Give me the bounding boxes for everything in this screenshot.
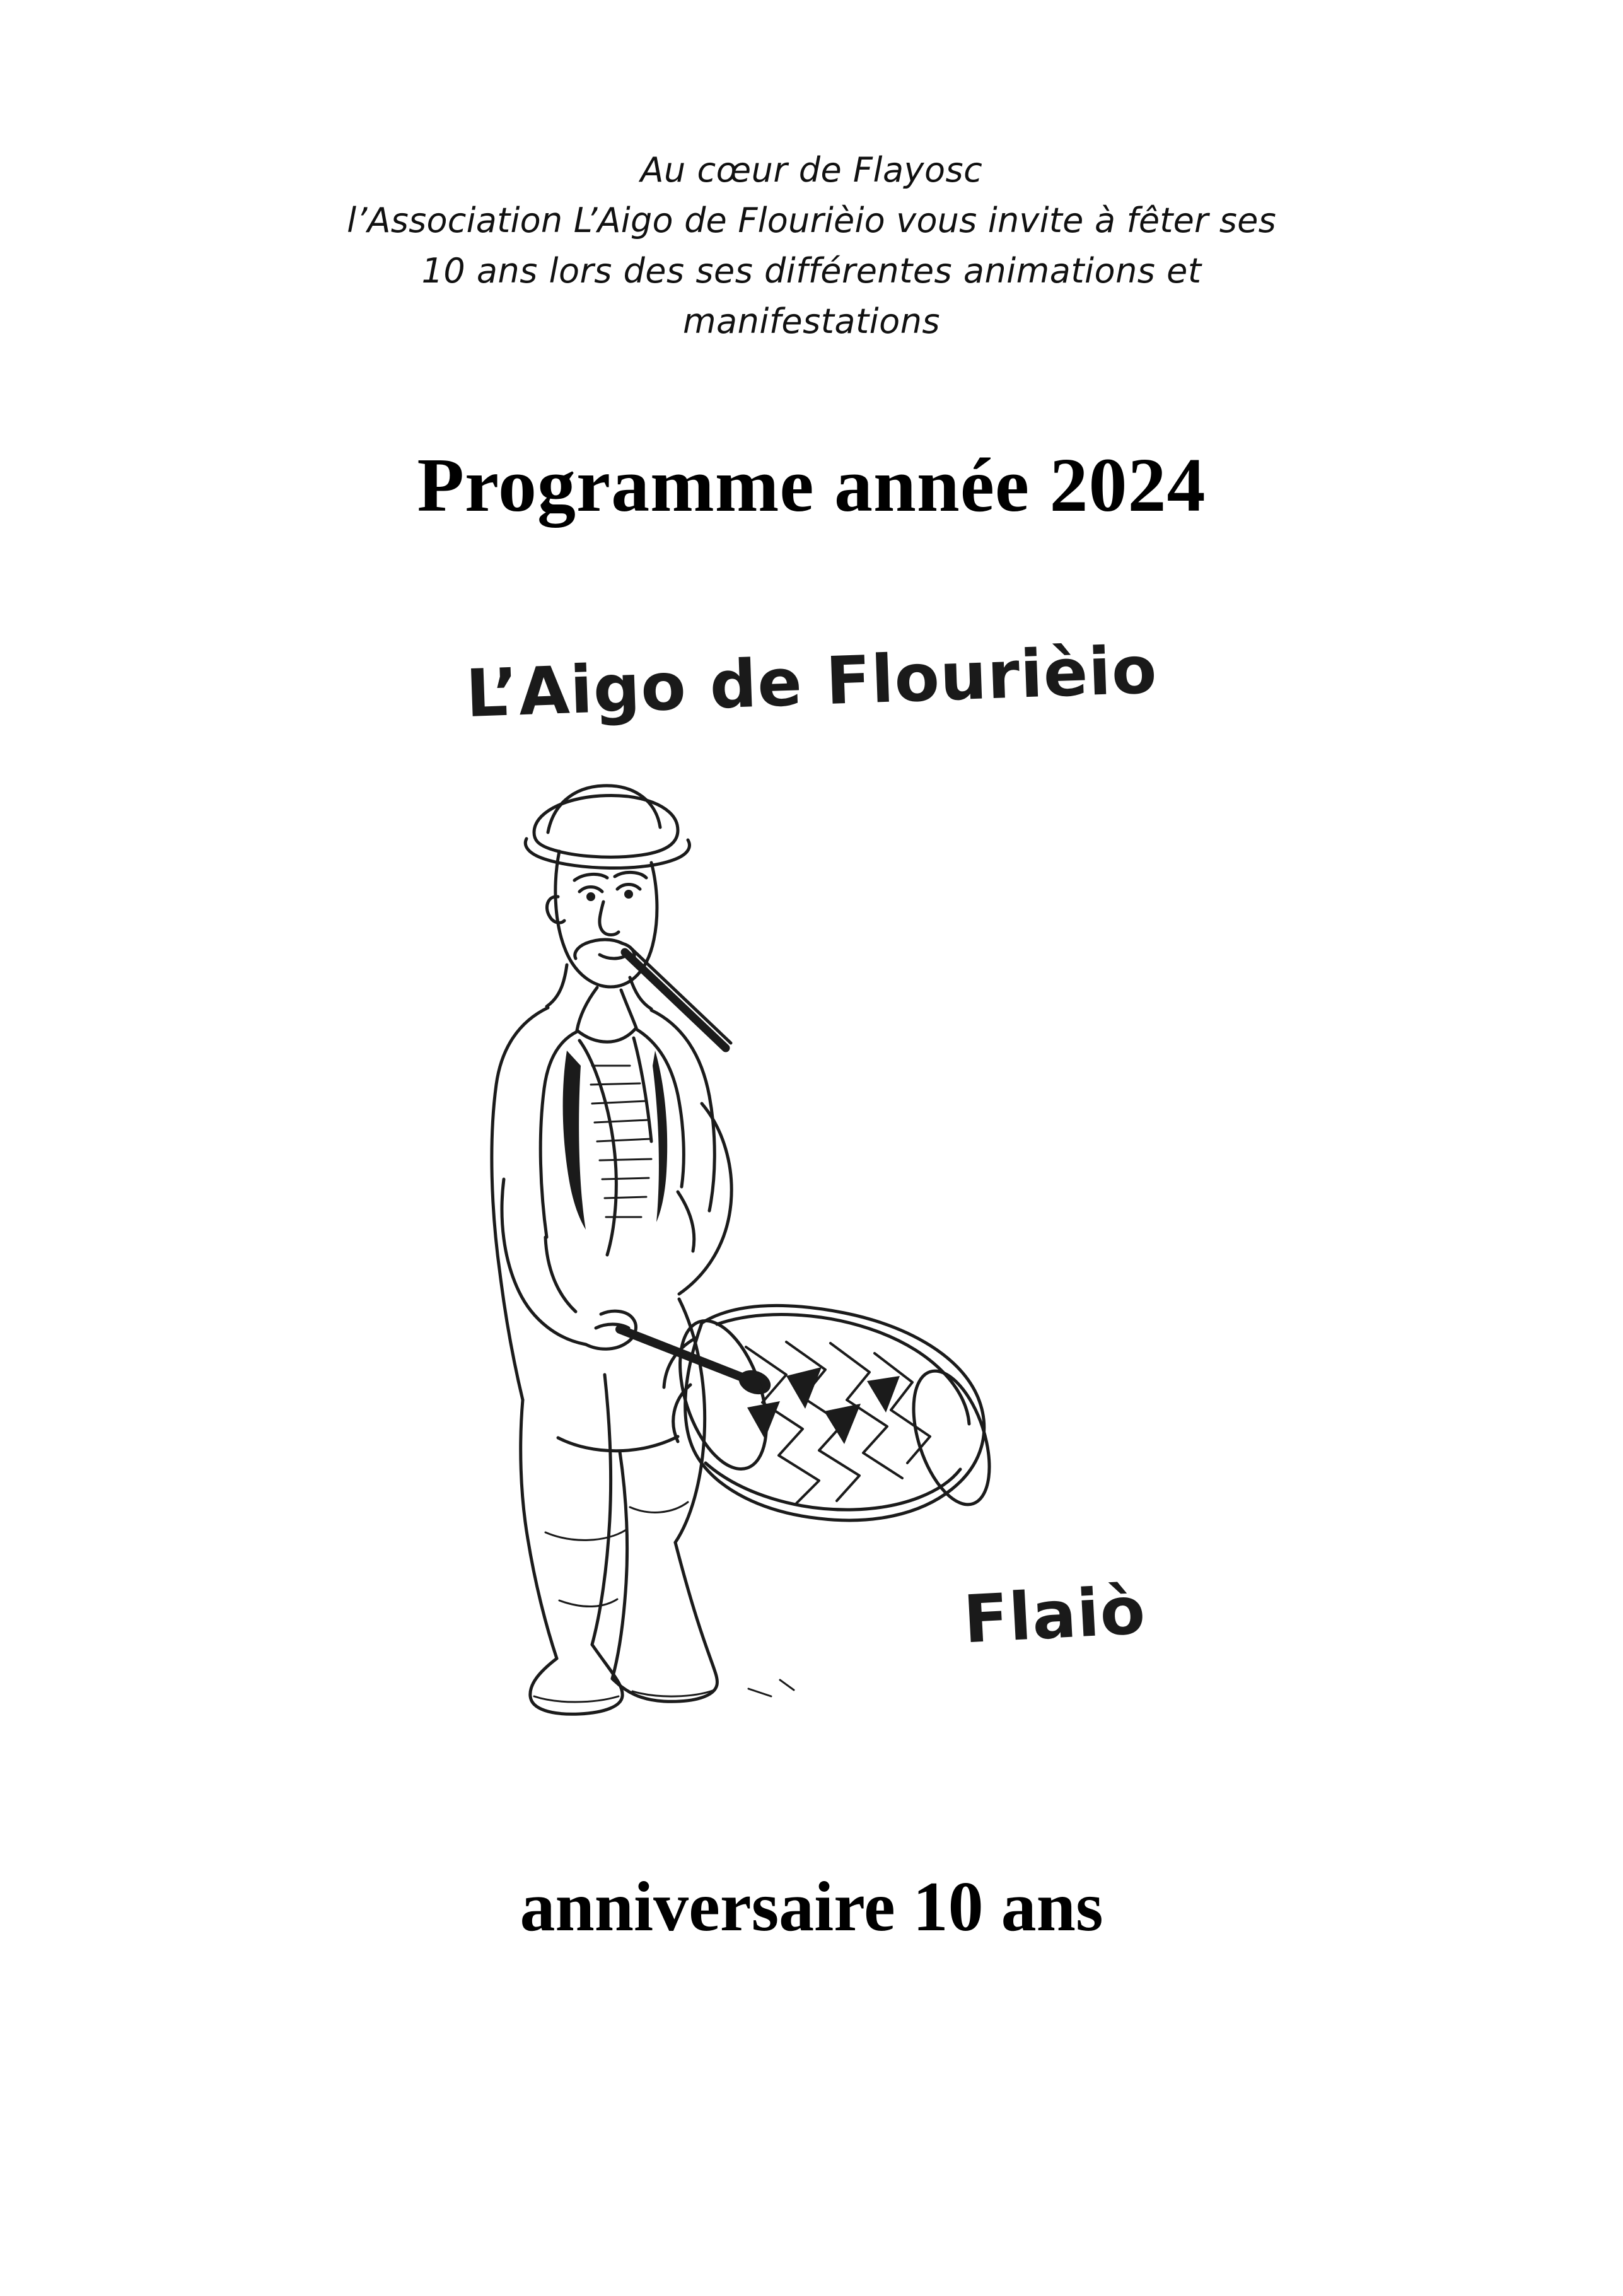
- intro-line-1: Au cœur de Flayosc: [640, 150, 983, 190]
- illustration-caption-top: L’Aigo de Flourièio: [464, 631, 1159, 732]
- intro-line-2: l’Association L’Aigo de Flourièio vous invite à fêter ses: [347, 200, 1276, 240]
- intro-paragraph: [143, 145, 1480, 347]
- page-title: Programme année 2024: [417, 442, 1206, 528]
- illustration-figure: [345, 624, 1278, 1841]
- intro-line-4: manifestations: [682, 301, 941, 341]
- illustration-caption-bottom: Flaiò: [962, 1571, 1148, 1658]
- tambourinaire-drawing: [345, 624, 1278, 1841]
- anniversary-title: anniversaire 10 ans: [520, 1867, 1103, 1946]
- intro-line-3: 10 ans lors des ses différentes animations et: [421, 250, 1202, 291]
